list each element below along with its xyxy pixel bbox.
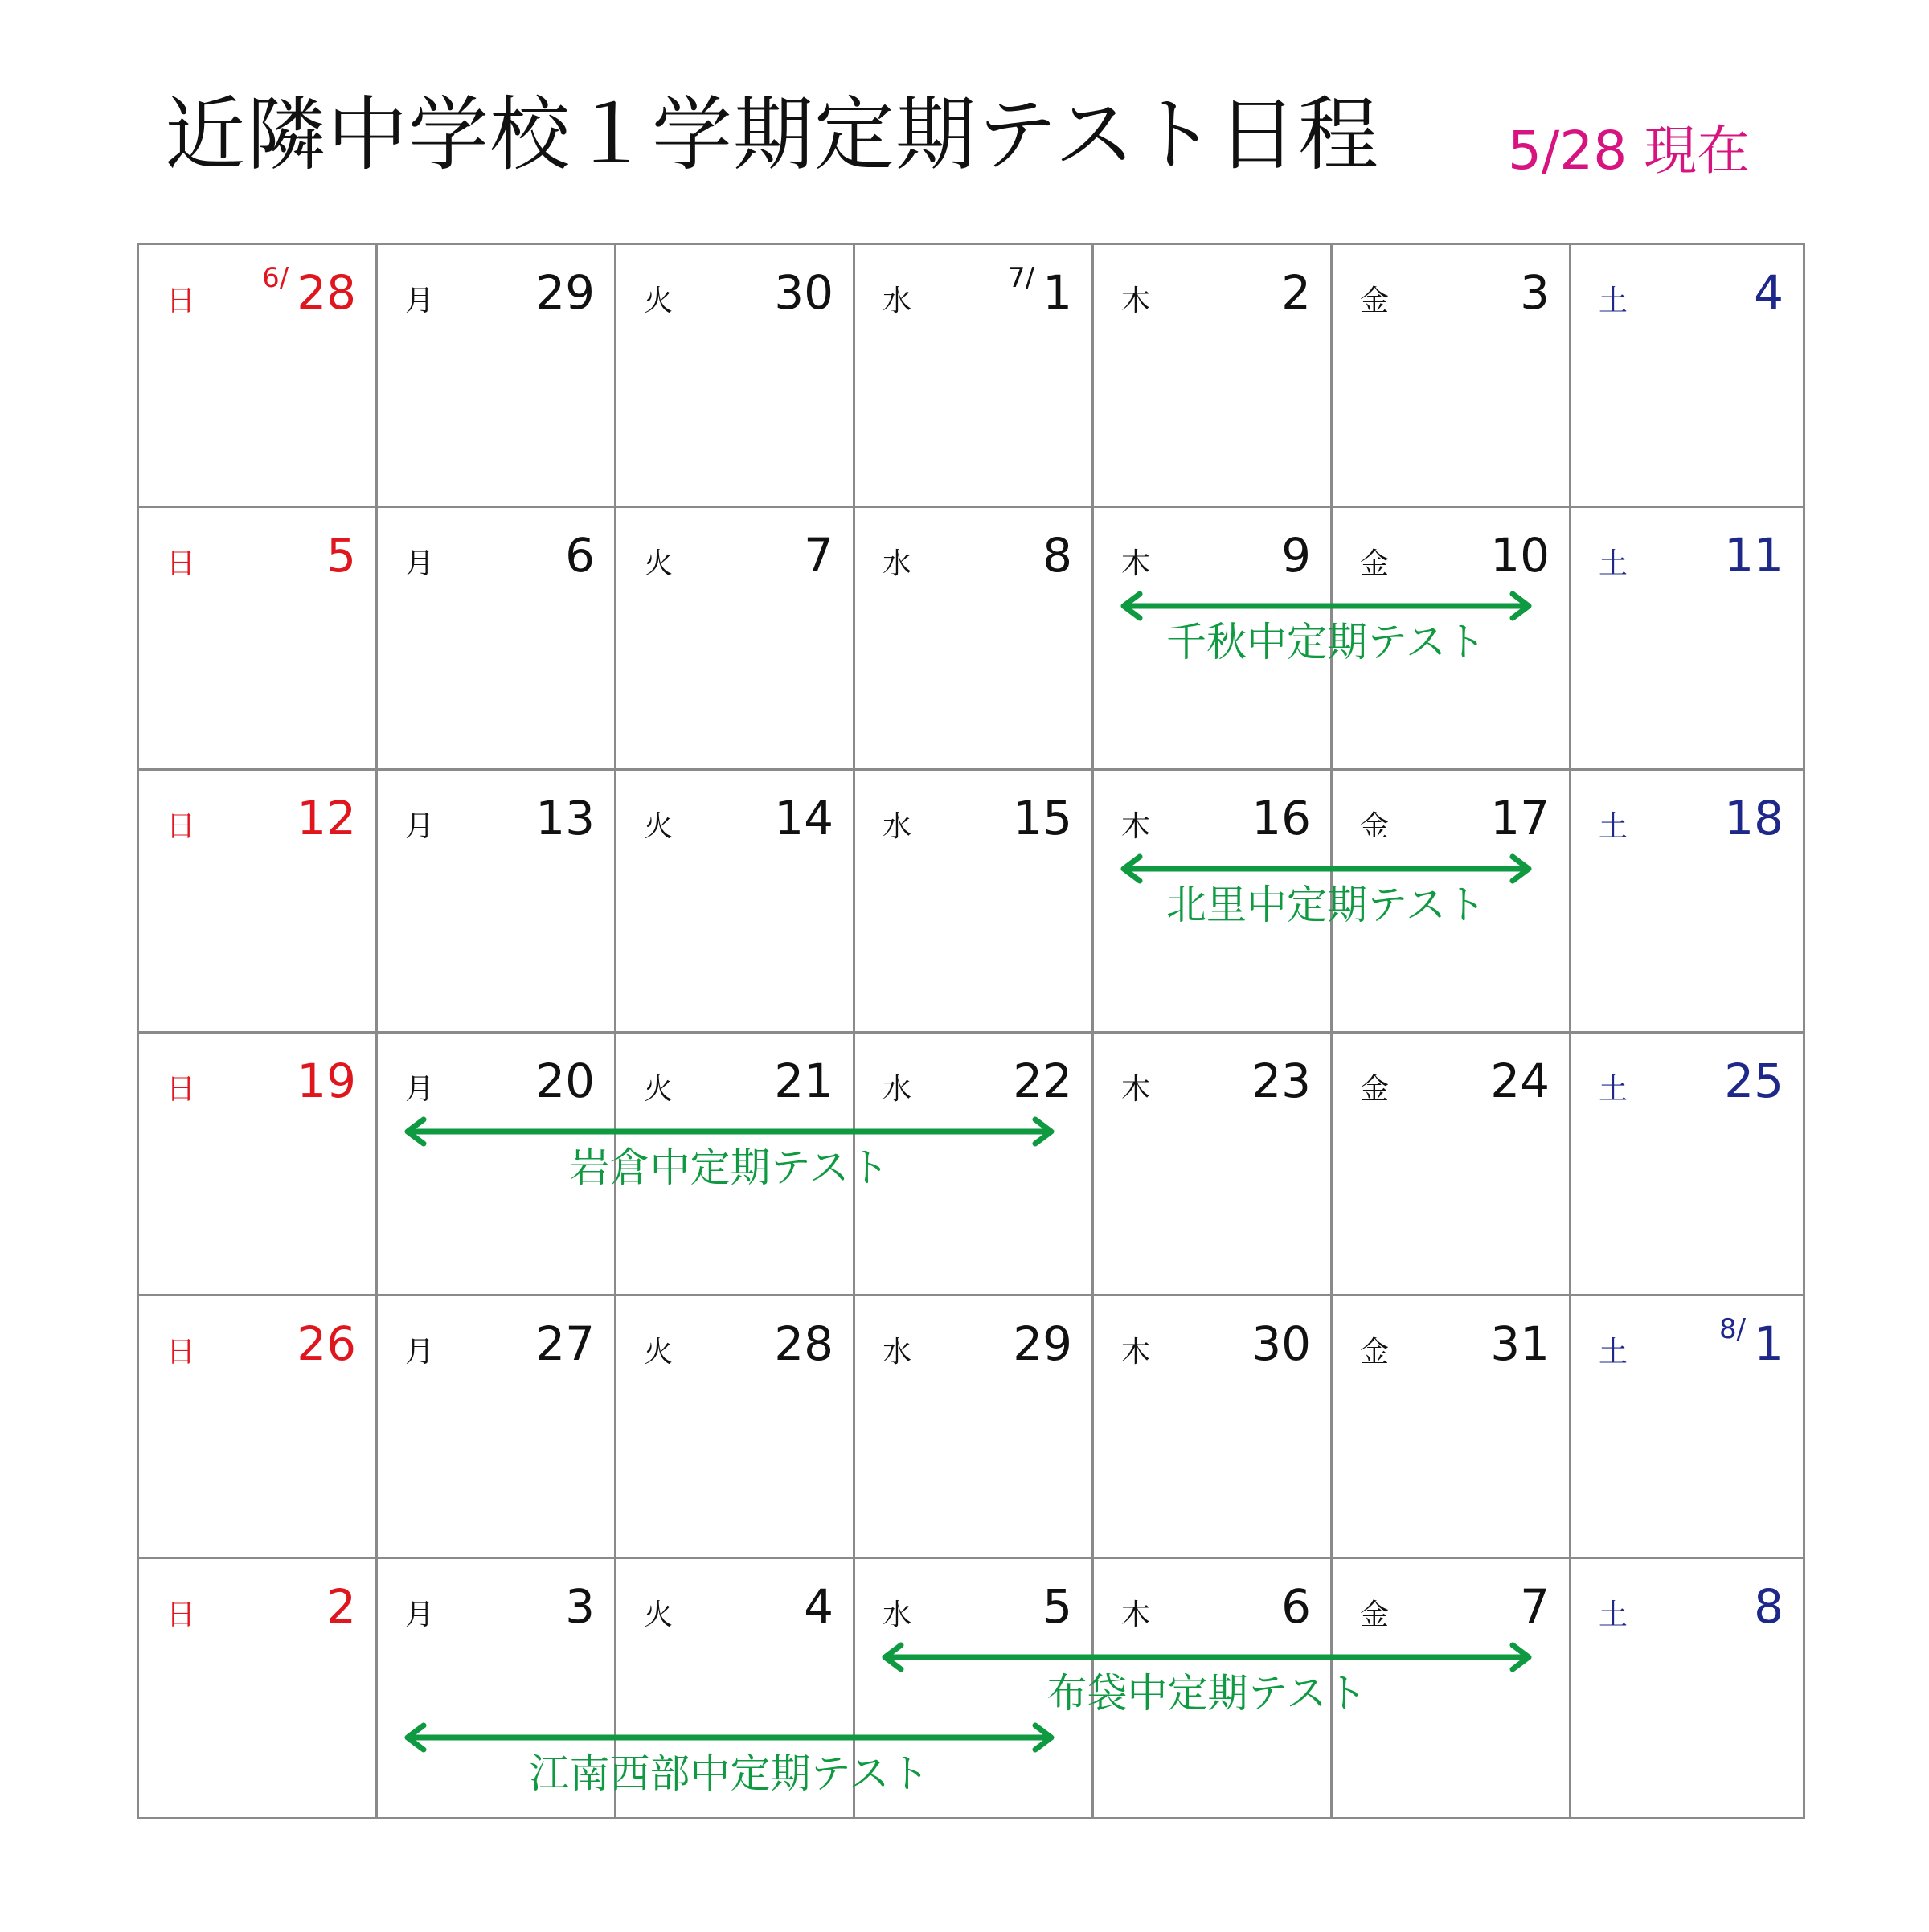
weekday-label: 土: [1599, 810, 1628, 843]
event-label: 江南西部中定期テスト: [529, 1750, 930, 1797]
day-value: 14: [774, 791, 833, 845]
day-number: [804, 1579, 833, 1634]
weekday-label: 火: [644, 1598, 674, 1631]
day-cell: [616, 1559, 855, 1817]
day-number: [1251, 1316, 1311, 1371]
event-label: 千秋中定期テスト: [1166, 619, 1486, 665]
day-number: [1042, 528, 1072, 583]
day-cell: [1571, 1296, 1803, 1559]
weekday-label: 日: [166, 1073, 196, 1106]
day-cell: [855, 245, 1094, 508]
day-value: 8: [1042, 528, 1072, 583]
weekday-label: 水: [883, 1336, 912, 1369]
day-number: [1281, 1579, 1311, 1634]
day-number: [1520, 265, 1550, 320]
day-number: [535, 1054, 595, 1108]
day-value: 19: [297, 1054, 356, 1108]
day-number: [297, 1316, 356, 1371]
day-cell: [855, 771, 1094, 1034]
weekday-label: 火: [644, 1336, 674, 1369]
month-prefix: 8/: [1719, 1313, 1747, 1345]
day-value: 29: [535, 265, 595, 320]
day-cell: [616, 245, 855, 508]
day-cell: [1094, 1559, 1333, 1817]
day-number: [1013, 1054, 1072, 1108]
day-value: 9: [1281, 528, 1311, 583]
day-number: [1754, 265, 1784, 320]
weekday-label: 日: [166, 547, 196, 580]
day-cell: [855, 1034, 1094, 1296]
weekday-label: 水: [883, 1073, 912, 1106]
day-cell: [616, 1034, 855, 1296]
day-cell: [1571, 508, 1803, 771]
day-value: 27: [535, 1316, 595, 1371]
weekday-label: 月: [405, 1073, 435, 1106]
day-cell: [1333, 1559, 1571, 1817]
page-title: 近隣中学校１学期定期テスト日程: [165, 88, 1379, 182]
weekday-label: 火: [644, 284, 674, 317]
day-number: [1008, 262, 1072, 320]
day-cell: [1571, 1559, 1803, 1817]
month-prefix: 6/: [262, 262, 289, 294]
day-value: 12: [297, 791, 356, 845]
day-number: [774, 1316, 833, 1371]
weekday-label: 月: [405, 810, 435, 843]
day-number: [1281, 265, 1311, 320]
event-label: 北里中定期テスト: [1166, 882, 1486, 928]
day-value: 28: [297, 265, 356, 320]
day-number: [565, 528, 595, 583]
day-value: 29: [1013, 1316, 1072, 1371]
day-value: 7: [1520, 1579, 1550, 1634]
weekday-label: 月: [405, 284, 435, 317]
day-value: 17: [1490, 791, 1550, 845]
day-number: [535, 1316, 595, 1371]
weekday-label: 木: [1121, 810, 1151, 843]
day-cell: [1333, 245, 1571, 508]
day-cell: [1094, 245, 1333, 508]
weekday-label: 金: [1360, 1073, 1390, 1106]
day-number: [1490, 1054, 1550, 1108]
day-number: [1724, 1054, 1784, 1108]
calendar-grid: [137, 243, 1805, 1819]
weekday-label: 土: [1599, 1336, 1628, 1369]
day-value: 1: [1042, 265, 1072, 320]
day-value: 6: [1281, 1579, 1311, 1634]
day-number: [774, 1054, 833, 1108]
day-cell: [1094, 771, 1333, 1034]
weekday-label: 金: [1360, 284, 1390, 317]
weekday-label: 土: [1599, 284, 1628, 317]
day-value: 5: [1042, 1579, 1072, 1634]
day-value: 6: [565, 528, 595, 583]
day-value: 7: [804, 528, 833, 583]
day-cell: [139, 1559, 378, 1817]
day-number: [1754, 1579, 1784, 1634]
day-cell: [855, 1559, 1094, 1817]
day-number: [297, 1054, 356, 1108]
day-cell: [378, 1559, 616, 1817]
weekday-label: 金: [1360, 547, 1390, 580]
day-cell: [139, 245, 378, 508]
day-value: 24: [1490, 1054, 1550, 1108]
weekday-label: 木: [1121, 1336, 1151, 1369]
day-cell: [1094, 1034, 1333, 1296]
weekday-label: 日: [166, 284, 196, 317]
weekday-label: 土: [1599, 1073, 1628, 1106]
day-value: 4: [1754, 265, 1784, 320]
weekday-label: 月: [405, 1336, 435, 1369]
day-number: [565, 1579, 595, 1634]
day-value: 3: [565, 1579, 595, 1634]
day-value: 22: [1013, 1054, 1072, 1108]
day-cell: [1094, 508, 1333, 771]
day-value: 13: [535, 791, 595, 845]
weekday-label: 火: [644, 810, 674, 843]
day-cell: [1333, 771, 1571, 1034]
day-value: 5: [326, 528, 356, 583]
day-cell: [139, 1296, 378, 1559]
day-number: [1251, 1054, 1311, 1108]
day-number: [774, 265, 833, 320]
day-cell: [378, 1296, 616, 1559]
day-value: 2: [326, 1579, 356, 1634]
weekday-label: 月: [405, 547, 435, 580]
day-number: [1490, 528, 1550, 583]
day-value: 16: [1251, 791, 1311, 845]
day-cell: [139, 771, 378, 1034]
day-value: 1: [1754, 1316, 1784, 1371]
day-cell: [1094, 1296, 1333, 1559]
day-value: 31: [1490, 1316, 1550, 1371]
day-number: [1013, 1316, 1072, 1371]
day-cell: [139, 1034, 378, 1296]
day-number: [297, 791, 356, 845]
event-label: 岩倉中定期テスト: [569, 1144, 890, 1191]
day-number: [326, 1579, 356, 1634]
day-cell: [1571, 771, 1803, 1034]
day-value: 23: [1251, 1054, 1311, 1108]
day-number: [1520, 1579, 1550, 1634]
weekday-label: 火: [644, 1073, 674, 1106]
day-value: 25: [1724, 1054, 1784, 1108]
event-label: 布袋中定期テスト: [1046, 1670, 1367, 1717]
day-cell: [1571, 245, 1803, 508]
day-value: 26: [297, 1316, 356, 1371]
day-value: 11: [1724, 528, 1784, 583]
weekday-label: 日: [166, 1336, 196, 1369]
day-number: [1724, 791, 1784, 845]
day-cell: [378, 771, 616, 1034]
day-number: [1042, 1579, 1072, 1634]
weekday-label: 木: [1121, 1598, 1151, 1631]
day-value: 30: [774, 265, 833, 320]
day-number: [804, 528, 833, 583]
day-number: [262, 262, 356, 320]
day-number: [1281, 528, 1311, 583]
day-cell: [1333, 508, 1571, 771]
day-value: 28: [774, 1316, 833, 1371]
day-number: [535, 265, 595, 320]
day-number: [1719, 1313, 1784, 1371]
day-cell: [855, 508, 1094, 771]
day-cell: [378, 1034, 616, 1296]
day-number: [1251, 791, 1311, 845]
day-cell: [1333, 1296, 1571, 1559]
weekday-label: 日: [166, 1598, 196, 1631]
day-value: 4: [804, 1579, 833, 1634]
day-value: 2: [1281, 265, 1311, 320]
day-cell: [1571, 1034, 1803, 1296]
day-value: 18: [1724, 791, 1784, 845]
weekday-label: 月: [405, 1598, 435, 1631]
weekday-label: 水: [883, 810, 912, 843]
day-value: 30: [1251, 1316, 1311, 1371]
day-number: [326, 528, 356, 583]
day-cell: [139, 508, 378, 771]
day-cell: [1333, 1034, 1571, 1296]
weekday-label: 火: [644, 547, 674, 580]
day-number: [1490, 1316, 1550, 1371]
day-number: [1724, 528, 1784, 583]
weekday-label: 金: [1360, 1598, 1390, 1631]
day-value: 3: [1520, 265, 1550, 320]
day-value: 20: [535, 1054, 595, 1108]
weekday-label: 土: [1599, 1598, 1628, 1631]
as-of-date: 5/28 現在: [1508, 120, 1751, 182]
weekday-label: 水: [883, 1598, 912, 1631]
weekday-label: 木: [1121, 284, 1151, 317]
weekday-label: 金: [1360, 1336, 1390, 1369]
weekday-label: 金: [1360, 810, 1390, 843]
weekday-label: 木: [1121, 547, 1151, 580]
day-number: [535, 791, 595, 845]
day-number: [1013, 791, 1072, 845]
day-cell: [616, 771, 855, 1034]
day-cell: [616, 1296, 855, 1559]
day-value: 8: [1754, 1579, 1784, 1634]
weekday-label: 木: [1121, 1073, 1151, 1106]
day-value: 15: [1013, 791, 1072, 845]
weekday-label: 日: [166, 810, 196, 843]
weekday-label: 土: [1599, 547, 1628, 580]
weekday-label: 水: [883, 547, 912, 580]
month-prefix: 7/: [1008, 262, 1035, 294]
day-value: 21: [774, 1054, 833, 1108]
weekday-label: 水: [883, 284, 912, 317]
day-cell: [616, 508, 855, 771]
day-cell: [378, 245, 616, 508]
day-cell: [855, 1296, 1094, 1559]
day-number: [774, 791, 833, 845]
day-cell: [378, 508, 616, 771]
day-number: [1490, 791, 1550, 845]
day-value: 10: [1490, 528, 1550, 583]
